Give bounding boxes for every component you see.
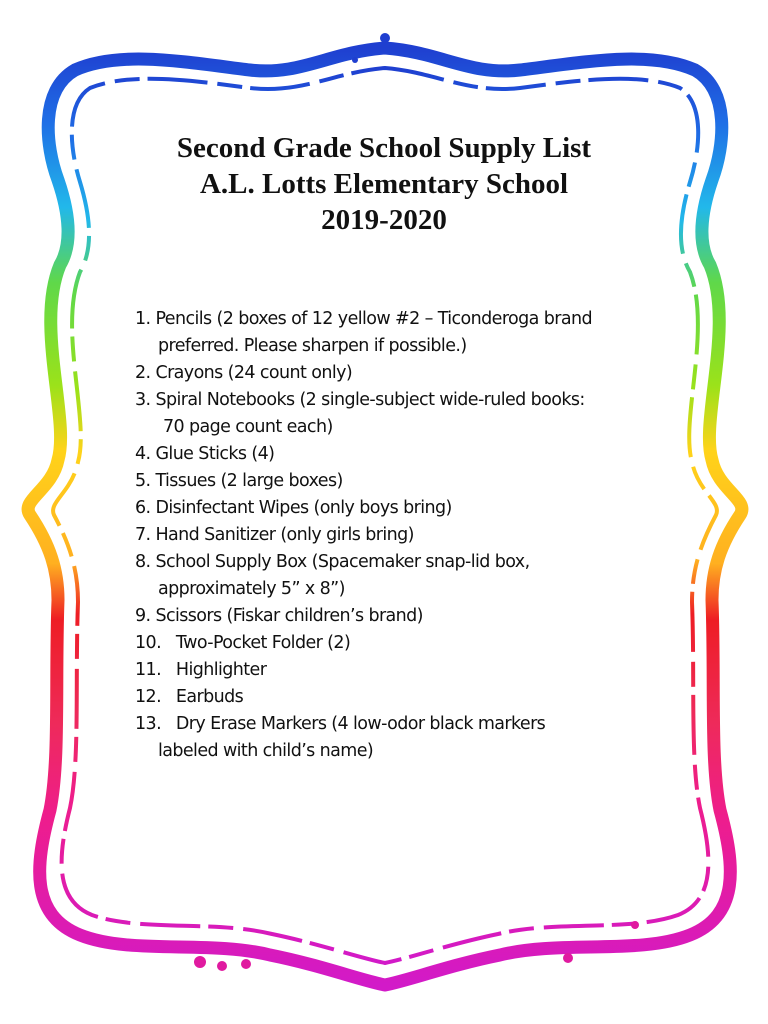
item-number: 6.: [135, 498, 151, 518]
list-item: [135, 441, 695, 468]
item-text-continued: approximately 5” x 8”): [158, 579, 345, 599]
frame-dot: [241, 959, 251, 969]
item-number: 10.: [135, 633, 162, 653]
item-text-continued: labeled with child’s name): [158, 741, 374, 761]
list-item: [135, 549, 695, 603]
frame-dot: [631, 921, 639, 929]
item-number: 5.: [135, 471, 151, 491]
frame-dot: [563, 953, 573, 963]
frame-dot: [194, 956, 206, 968]
page-title: Second Grade School Supply List: [176, 132, 592, 164]
item-number: 3.: [135, 390, 151, 410]
item-text: Crayons (24 count only): [155, 363, 353, 383]
list-item: [135, 522, 695, 549]
list-item: [135, 630, 695, 657]
list-item: [135, 495, 695, 522]
item-text: Spiral Notebooks (2 single-subject wide-ruled books:: [155, 390, 585, 410]
school-name: A.L. Lotts Elementary School: [199, 168, 569, 200]
item-number: 2.: [135, 363, 151, 383]
item-number: 11.: [135, 660, 162, 680]
item-text: Glue Sticks (4): [155, 444, 275, 464]
item-text: School Supply Box (Spacemaker snap-lid box,: [155, 552, 530, 572]
list-item: [135, 306, 695, 360]
item-number: 12.: [135, 687, 162, 707]
frame-dot: [217, 961, 227, 971]
item-text: Two-Pocket Folder (2): [175, 633, 351, 653]
school-year: 2019-2020: [321, 204, 447, 236]
item-text: Highlighter: [175, 660, 267, 680]
list-item: [135, 711, 695, 765]
list-item: [135, 657, 695, 684]
item-text: Pencils (2 boxes of 12 yellow #2 – Ticonderoga brand: [155, 309, 592, 329]
list-item: [135, 468, 695, 495]
item-number: 4.: [135, 444, 151, 464]
item-text-continued: preferred. Please sharpen if possible.): [158, 336, 467, 356]
item-text: Hand Sanitizer (only girls bring): [155, 525, 414, 545]
item-text: Dry Erase Markers (4 low-odor black markers: [175, 714, 546, 734]
list-item: [135, 387, 695, 441]
item-number: 9.: [135, 606, 151, 626]
item-text: Tissues (2 large boxes): [155, 471, 343, 491]
item-text: Disinfectant Wipes (only boys bring): [155, 498, 452, 518]
item-text: Scissors (Fiskar children’s brand): [155, 606, 423, 626]
item-number: 8.: [135, 552, 151, 572]
item-text-continued: 70 page count each): [163, 417, 333, 437]
list-item: [135, 603, 695, 630]
item-number: 13.: [135, 714, 162, 734]
frame-dot: [380, 33, 390, 43]
item-text: Earbuds: [175, 687, 244, 707]
list-item: [135, 684, 695, 711]
frame-dot: [352, 57, 358, 63]
item-number: 1.: [135, 309, 151, 329]
item-number: 7.: [135, 525, 151, 545]
list-item: [135, 360, 695, 387]
supply-list: [135, 306, 695, 765]
